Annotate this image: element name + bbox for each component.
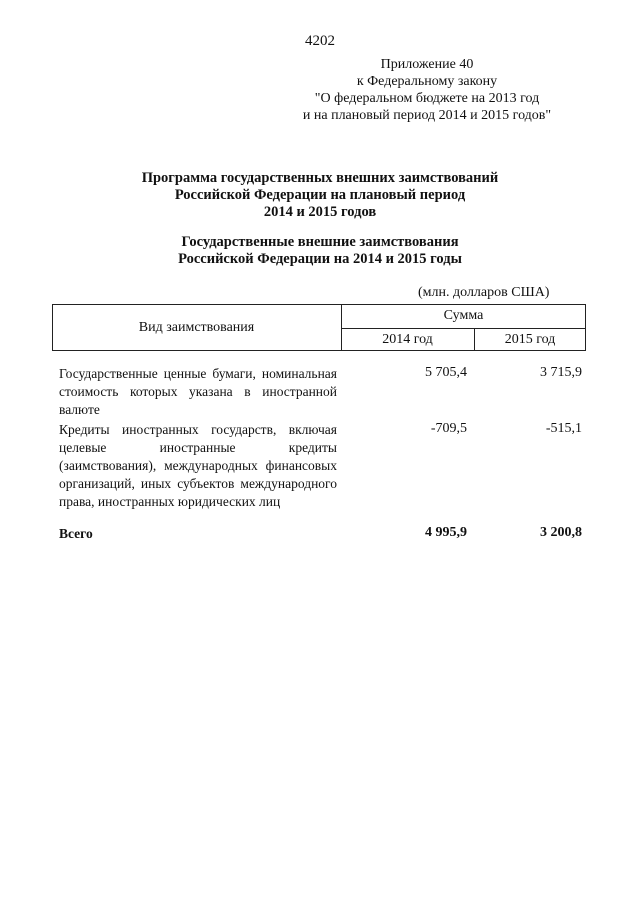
total-value-2014: 4 995,9 xyxy=(425,525,467,540)
column-header-sum: Сумма xyxy=(443,308,484,323)
total-value-2015: 3 200,8 xyxy=(540,525,582,540)
column-header-2015: 2015 год xyxy=(504,331,556,347)
row-name: Государственные ценные бумаги, номинальная стоимость которых указана в иностранной валюте xyxy=(59,366,337,417)
section-title-line: Государственные внешние заимствования xyxy=(181,234,459,250)
units-note: (млн. долларов США) xyxy=(418,285,550,300)
program-title-line: 2014 и 2015 годов xyxy=(263,204,377,220)
page-number: 4202 xyxy=(305,33,335,49)
column-header-2014: 2014 год xyxy=(382,331,433,347)
row-value-2014: 5 705,4 xyxy=(425,365,467,380)
appendix-line: Приложение 40 xyxy=(380,57,474,72)
row-name: Кредиты иностранных государств, включая целевые иностранные кредиты (заимствования), международных финансовых организаций, иных субъектов международного права, иностранных юридических лиц xyxy=(59,422,337,509)
section-title xyxy=(60,234,580,268)
column-header-type: Вид заимствования xyxy=(138,319,255,335)
total-label: Всего xyxy=(59,526,93,541)
section-title-line: Российской Федерации на 2014 и 2015 годы xyxy=(178,251,462,267)
program-title-line: Программа государственных внешних заимствований xyxy=(141,170,499,186)
appendix-line: "О федеральном бюджете на 2013 год xyxy=(314,91,540,106)
appendix-line: и на плановый период 2014 и 2015 годов" xyxy=(302,108,552,123)
row-value-2015: 3 715,9 xyxy=(540,365,582,380)
row-value-2015: -515,1 xyxy=(545,421,582,436)
row-value-2014: -709,5 xyxy=(430,421,467,436)
program-title xyxy=(60,170,580,221)
appendix-reference xyxy=(262,56,592,124)
table-header xyxy=(52,304,586,351)
program-title-line: Российской Федерации на плановый период xyxy=(174,187,466,203)
appendix-line: к Федеральному закону xyxy=(356,74,498,89)
